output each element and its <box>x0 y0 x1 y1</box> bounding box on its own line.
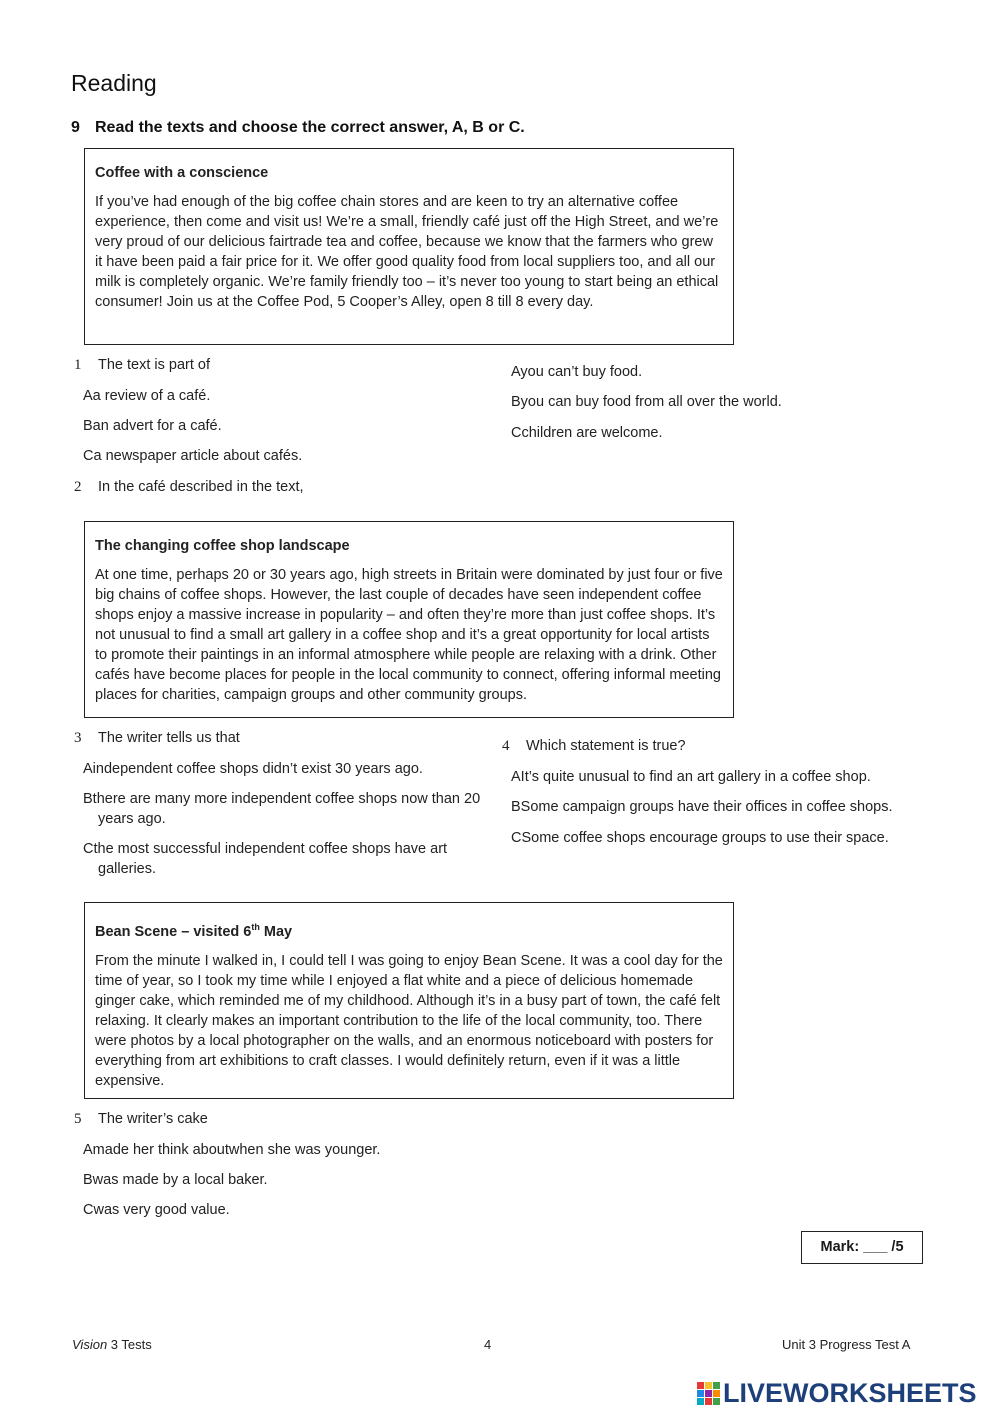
question-3-option-a[interactable]: Aindependent coffee shops didn’t exist 30 years ago. <box>83 761 423 777</box>
footer-book-subtitle: 3 Tests <box>107 1337 152 1352</box>
question-2-option-a[interactable]: Ayou can’t buy food. <box>511 364 643 380</box>
option-text: Cthe most successful independent coffee shops have art galleries. <box>83 841 448 877</box>
liveworksheets-logo[interactable] <box>697 1378 977 1408</box>
footer-book-title: Vision <box>72 1337 108 1352</box>
question-stem: The writer tells us that <box>98 730 240 746</box>
question-1-option-c[interactable]: Ca newspaper article about cafés. <box>83 448 303 464</box>
text-title-tail: May <box>259 923 293 940</box>
text-title-main: Bean Scene – visited 6 <box>95 923 252 940</box>
logo-mark-icon <box>697 1382 720 1405</box>
mark-box: Mark: ___ /5 <box>801 1231 923 1264</box>
logo-cell <box>697 1390 704 1397</box>
question-4-option-b[interactable]: BSome campaign groups have their offices in coffee shops. <box>511 799 893 815</box>
question-4-option-a[interactable]: AIt’s quite unusual to find an art gallery in a coffee shop. <box>511 769 871 785</box>
text-box-bean-scene <box>84 902 734 1099</box>
question-2-option-b[interactable]: Byou can buy food from all over the world. <box>511 394 782 410</box>
question-stem: The writer’s cake <box>98 1111 208 1127</box>
text-box-coffee-conscience <box>84 148 734 345</box>
logo-cell <box>705 1382 712 1389</box>
logo-cell <box>713 1390 720 1397</box>
logo-cell <box>713 1398 720 1405</box>
question-number: 4 <box>502 738 510 754</box>
text-title: The changing coffee shop landscape <box>95 538 350 554</box>
question-5-option-c[interactable]: Cwas very good value. <box>83 1202 230 1218</box>
question-stem: In the café described in the text, <box>98 479 304 495</box>
instruction-text: Read the texts and choose the correct answer, A, B or C. <box>95 119 525 136</box>
text-title <box>95 917 723 942</box>
section-title: Reading <box>71 70 157 96</box>
footer-page-number: 4 <box>484 1337 492 1352</box>
question-4-stem <box>502 738 686 755</box>
text-body: If you’ve had enough of the big coffee chain stores and are keen to try an alternative coffee experience, then come and visit us! We’re a small, friendly café just off the High Street, and we’re very proud of our delicious fairtrade tea and coffee, because we know that the farmers who grew it have been paid a fair price for it. We offer good quality food from local suppliers too, and all our milk is completely organic. We’re family friendly too – it’s never too young to start being an ethical consumer! Join us at the Coffee Pod, 5 Cooper’s Alley, open 8 till 8 every day. <box>95 194 719 310</box>
logo-cell <box>697 1398 704 1405</box>
question-stem: Which statement is true? <box>526 738 686 754</box>
instruction-number: 9 <box>71 119 80 136</box>
question-3-option-b[interactable] <box>68 789 493 829</box>
question-number: 2 <box>74 479 82 495</box>
question-1-stem <box>74 357 210 374</box>
question-5-option-a[interactable]: Amade her think aboutwhen she was younger. <box>83 1142 381 1158</box>
text-body: From the minute I walked in, I could tell I was going to enjoy Bean Scene. It was a cool day for the time of year, so I took my time while I enjoyed a flat white and a piece of delicious homemade ginger cake, which reminded me of my childhood. Although it’s in a busy part of town, the café felt relaxing. It clearly makes an important contribution to the life of the local community, too. There were photos by a local photographer on the walls, and an enormous noticeboard with posters for everything from art exhibitions to craft classes. I would definitely return, even if it was a little expensive. <box>95 952 723 1089</box>
question-5-stem <box>74 1111 208 1128</box>
text-title-superscript: th <box>251 922 260 932</box>
footer-left <box>72 1337 152 1352</box>
question-1-option-a[interactable]: Aa review of a café. <box>83 388 211 404</box>
text-box-coffee-landscape <box>84 521 734 718</box>
question-3-option-c[interactable] <box>68 839 493 879</box>
question-number: 5 <box>74 1111 82 1127</box>
instruction <box>71 119 525 137</box>
question-4-option-c[interactable]: CSome coffee shops encourage groups to use their space. <box>511 830 889 846</box>
text-title: Coffee with a conscience <box>95 165 269 181</box>
logo-cell <box>713 1382 720 1389</box>
question-number: 3 <box>74 730 82 746</box>
question-2-stem <box>74 479 304 496</box>
question-number: 1 <box>74 357 82 373</box>
logo-cell <box>705 1390 712 1397</box>
text-body: At one time, perhaps 20 or 30 years ago, high streets in Britain were dominated by just four or five big chains of coffee shops. However, the last couple of decades have seen independent coffee shops enjoy a massive increase in popularity – and often they’re more than just coffee shops. It’s not unusual to find a small art gallery in a coffee shop and it’s a great opportunity for local artists to promote their paintings in an informal atmosphere while people are relaxing with a drink. Other cafés have become places for people in the local community to connect, offering informal meeting places for charities, campaign groups and other community groups. <box>95 567 723 703</box>
question-1-option-b[interactable]: Ban advert for a café. <box>83 418 222 434</box>
question-2-option-c[interactable]: Cchildren are welcome. <box>511 425 663 441</box>
question-3-stem <box>74 730 240 747</box>
logo-cell <box>697 1382 704 1389</box>
logo-cell <box>705 1398 712 1405</box>
question-stem: The text is part of <box>98 357 211 373</box>
footer-right: Unit 3 Progress Test A <box>782 1337 911 1352</box>
option-text: Bthere are many more independent coffee shops now than 20 years ago. <box>83 791 481 827</box>
question-5-option-b[interactable]: Bwas made by a local baker. <box>83 1172 268 1188</box>
logo-text: LIVEWORKSHEETS <box>723 1377 977 1408</box>
